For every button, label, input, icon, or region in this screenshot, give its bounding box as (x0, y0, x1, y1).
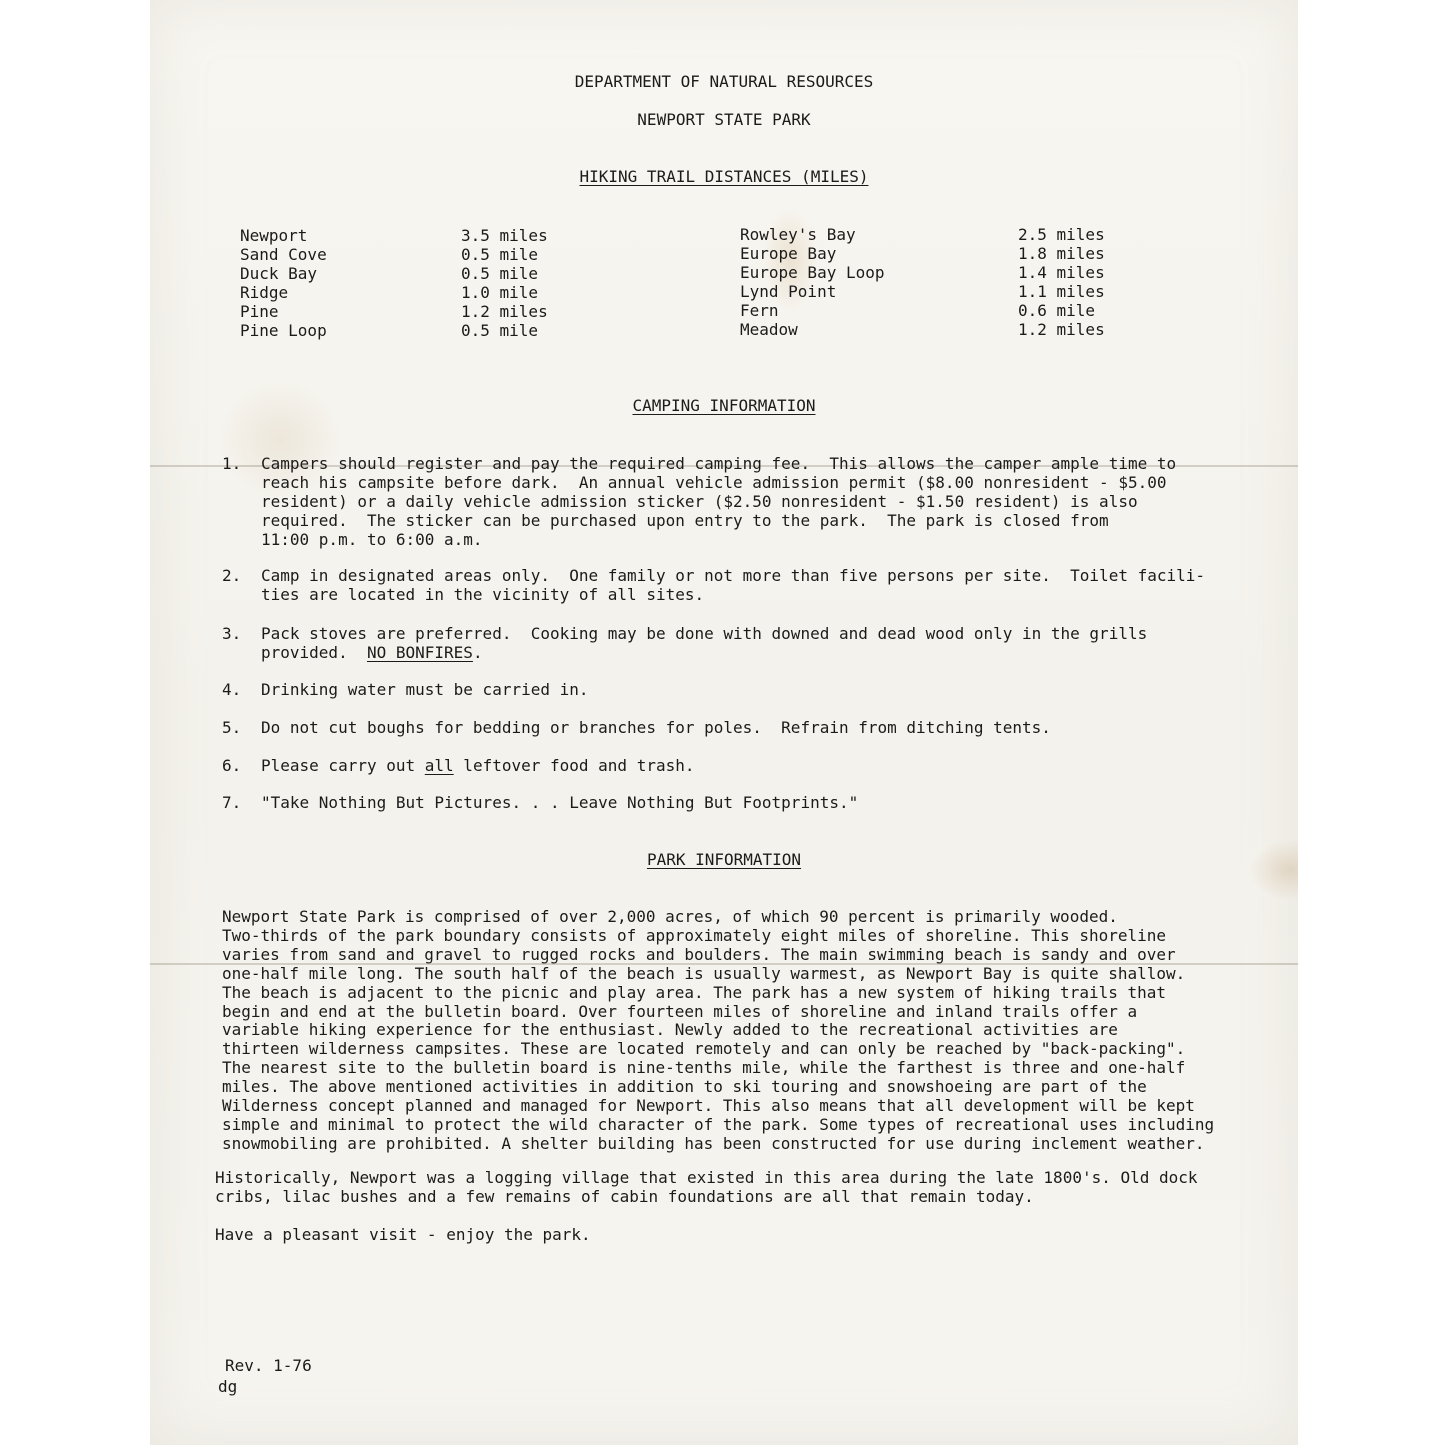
camping-item-text (261, 757, 1221, 776)
list-number: 4. (222, 680, 242, 699)
trail-name: Duck Bay (240, 264, 318, 283)
trail-name: Rowley's Bay (740, 225, 856, 244)
park-title: NEWPORT STATE PARK (637, 110, 811, 129)
trail-distance: 1.1 miles (1018, 282, 1105, 301)
trail-name: Ridge (240, 283, 289, 302)
camping-item-text: "Take Nothing But Pictures. . . Leave Nothing But Footprints." (261, 793, 859, 812)
list-number: 7. (222, 793, 242, 812)
no-bonfires-emphasis: NO BONFIRES (366, 642, 473, 662)
history-paragraph: Historically, Newport was a logging village that existed in this area during the late 1800's. Old dock cribs, lilac bushes and a few remains of cabin foundations are all that remain today. (215, 1168, 1198, 1206)
camping-section-heading (150, 397, 1298, 416)
closing-line: Have a pleasant visit - enjoy the park. (215, 1225, 591, 1244)
list-number: 5. (222, 718, 242, 737)
trail-name: Pine Loop (240, 321, 327, 340)
trail-name: Newport (240, 226, 308, 245)
camping-title: CAMPING INFORMATION (632, 396, 816, 415)
trail-distance: 1.8 miles (1018, 244, 1105, 263)
trail-distance: 0.5 mile (461, 321, 539, 340)
trail-distance: 0.6 mile (1018, 301, 1096, 320)
trail-name: Meadow (740, 320, 798, 339)
park-title: PARK INFORMATION (646, 850, 802, 869)
trail-name: Pine (240, 302, 279, 321)
trail-name: Europe Bay Loop (740, 263, 885, 282)
trail-name: Sand Cove (240, 245, 327, 264)
trail-distance: 1.2 miles (1018, 320, 1105, 339)
trail-distance: 1.0 mile (461, 283, 539, 302)
hiking-title: HIKING TRAIL DISTANCES (MILES) (579, 167, 869, 186)
trail-distance: 1.2 miles (461, 302, 548, 321)
camping-item-text-part: . (472, 642, 483, 662)
trail-distance: 1.4 miles (1018, 263, 1105, 282)
trail-name: Lynd Point (740, 282, 837, 301)
list-number: 3. (222, 624, 242, 643)
typist-initials: dg (218, 1377, 238, 1396)
camping-item-text (261, 625, 1221, 663)
trail-name: Europe Bay (740, 244, 837, 263)
trail-distance: 2.5 miles (1018, 225, 1105, 244)
trail-distance: 0.5 mile (461, 245, 539, 264)
park-description-paragraph: Newport State Park is comprised of over 2,000 acres, of which 90 percent is primarily wooded. Two-thirds of the park boundary consists of approximately eight miles of shoreline. This shoreline varies from sand and gravel to rugged rocks and boulders. The main swimming beach is sandy and over one-half mile long. The south half of the beach is usually warmest, as Newport Bay is quite shallow. The beach is adjacent to the picnic and play area. The park has a new system of hiking trails that begin and end at the bulletin board. Over fourteen miles of shoreline and inland trails offer a variable hiking experience for the enthusiast. Newly added to the recreational activities are thirteen wilderness campsites. These are located remotely and can only be reached by "back-packing". The nearest site to the bulletin board is nine-tenths mile, while the farthest is three and one-half miles. The above mentioned activities in addition to ski touring and snowshoeing are part of the Wilderness concept planned and managed for Newport. This also means that all development will be kept simple and minimal to protect the wild character of the park. Some types of recreational uses including snowmobiling are prohibited. A shelter building has been constructed for use during inclement weather. (222, 907, 1215, 1153)
camping-item-text: Campers should register and pay the required camping fee. This allows the camper ample time to reach his campsite before dark. An annual vehicle admission permit ($8.00 nonresident - $5.00 resident) or a daily vehicle admission sticker ($2.50 nonresident - $1.50 resident) is also required. The sticker can be purchased upon entry to the park. The park is closed from 11:00 p.m. to 6:00 a.m. (261, 454, 1177, 549)
camping-item-text-part: leftover food and trash. (453, 756, 695, 775)
camping-item-text: Drinking water must be carried in. (261, 680, 589, 699)
trail-distance: 0.5 mile (461, 264, 539, 283)
list-number: 6. (222, 756, 242, 775)
trail-name: Fern (740, 301, 779, 320)
camping-item-text: Camp in designated areas only. One family or not more than five persons per site. Toilet facili- ties are located in the vicinity of all sites. (261, 566, 1206, 604)
list-number: 1. (222, 454, 242, 473)
department-title: DEPARTMENT OF NATURAL RESOURCES (574, 72, 874, 91)
camping-item-text-part: Please carry out (261, 756, 425, 775)
park-section-heading (150, 851, 1298, 870)
trail-distance: 3.5 miles (461, 226, 548, 245)
hiking-section-heading (150, 168, 1298, 187)
all-emphasis: all (424, 756, 454, 775)
camping-item-text: Do not cut boughs for bedding or branches for poles. Refrain from ditching tents. (261, 718, 1051, 737)
revision-note: Rev. 1-76 (225, 1356, 312, 1375)
list-number: 2. (222, 566, 242, 585)
camping-item-text-part: Pack stoves are preferred. Cooking may be done with downed and dead wood only in the grills provided. (261, 624, 1148, 662)
